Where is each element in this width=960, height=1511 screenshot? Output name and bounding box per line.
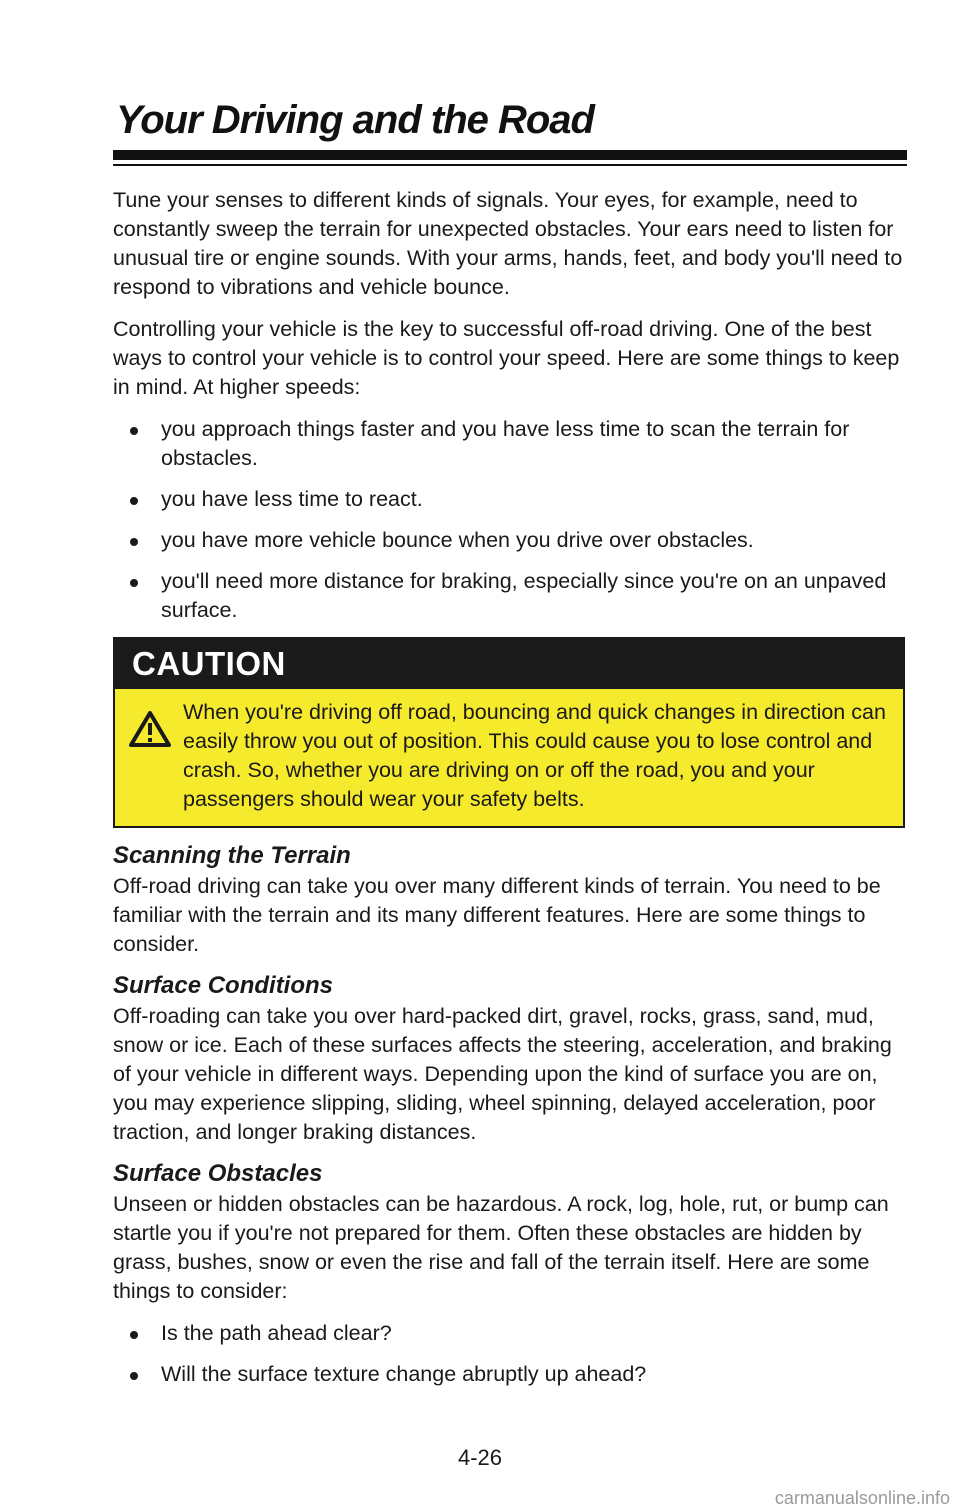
section-text-surface-obstacles: Unseen or hidden obstacles can be hazardous. A rock, log, hole, rut, or bump can startle you if you're not prepared for them. Often these obstacles are hidden by grass, bushes, snow or even the rise and fall of the terrain itself. Here are some things to consider:: [113, 1192, 889, 1303]
bullet-icon: [130, 579, 138, 587]
list-item: [113, 1319, 903, 1348]
bullet-icon: [130, 1372, 138, 1380]
list-item-text: you have less time to react.: [161, 487, 423, 511]
header-rule-thin: [113, 164, 907, 166]
bullet-icon: [130, 1331, 138, 1339]
list-item-text: Will the surface texture change abruptly up ahead?: [161, 1362, 647, 1386]
bullet-icon: [130, 427, 138, 435]
section-text-scanning: Off-road driving can take you over many different kinds of terrain. You need to be familiar with the terrain and its many different features. Here are some things to consider.: [113, 874, 881, 956]
watermark: carmanualsonline.info: [774, 1488, 950, 1508]
section-text-surface-conditions: Off-roading can take you over hard-packed dirt, gravel, rocks, grass, sand, mud, snow or ice. Each of these surfaces affects the steering, acceleration, and braking of your vehicle in different ways. Depending upon the kind of surface you are on, you may experience slipping, sliding, wheel spinning, delayed acceleration, poor traction, and longer braking distances.: [113, 1004, 892, 1144]
list-item-text: you have more vehicle bounce when you drive over obstacles.: [161, 528, 754, 552]
caution-box: [113, 637, 905, 828]
caution-body: [115, 689, 903, 826]
page-content: [113, 186, 903, 1401]
page-number: 4-26: [457, 1445, 503, 1470]
section-heading-surface-obstacles: Surface Obstacles: [113, 1160, 323, 1187]
list-item: [113, 415, 903, 473]
intro-paragraph: Controlling your vehicle is the key to successful off-road driving. One of the best ways to control your vehicle is to control your speed. Here are some things to keep in mind. At higher speeds:: [113, 317, 900, 399]
section-heading-surface-conditions: Surface Conditions: [113, 972, 334, 999]
obstacle-bullet-list: [113, 1319, 903, 1389]
list-item: [113, 1360, 903, 1389]
section-heading-scanning: Scanning the Terrain: [113, 842, 351, 869]
list-item-text: you approach things faster and you have less time to scan the terrain for obstacles.: [161, 417, 850, 470]
bullet-icon: [130, 497, 138, 505]
header-rule: [113, 150, 907, 160]
intro-paragraph: Tune your senses to different kinds of signals. Your eyes, for example, need to constantly sweep the terrain for unexpected obstacles. Your ears need to listen for unusual tire or engine sounds. With your arms, hands, feet, and body you'll need to respond to vibrations and vehicle bounce.: [113, 188, 903, 299]
page-title: Your Driving and the Road: [116, 98, 594, 142]
list-item: [113, 485, 903, 514]
caution-text: When you're driving off road, bouncing and quick changes in direction can easily throw you out of position. This could cause you to lose control and crash. So, whether you are driving on or off the road, you and your passengers should wear your safety belts.: [183, 700, 886, 811]
warning-triangle-icon: [129, 711, 171, 747]
speed-bullet-list: [113, 415, 903, 625]
list-item: [113, 567, 903, 625]
list-item-text: you'll need more distance for braking, especially since you're on an unpaved surface.: [161, 569, 887, 622]
caution-header: CAUTION: [115, 639, 903, 689]
list-item: [113, 526, 903, 555]
list-item-text: Is the path ahead clear?: [161, 1321, 392, 1345]
bullet-icon: [130, 538, 138, 546]
